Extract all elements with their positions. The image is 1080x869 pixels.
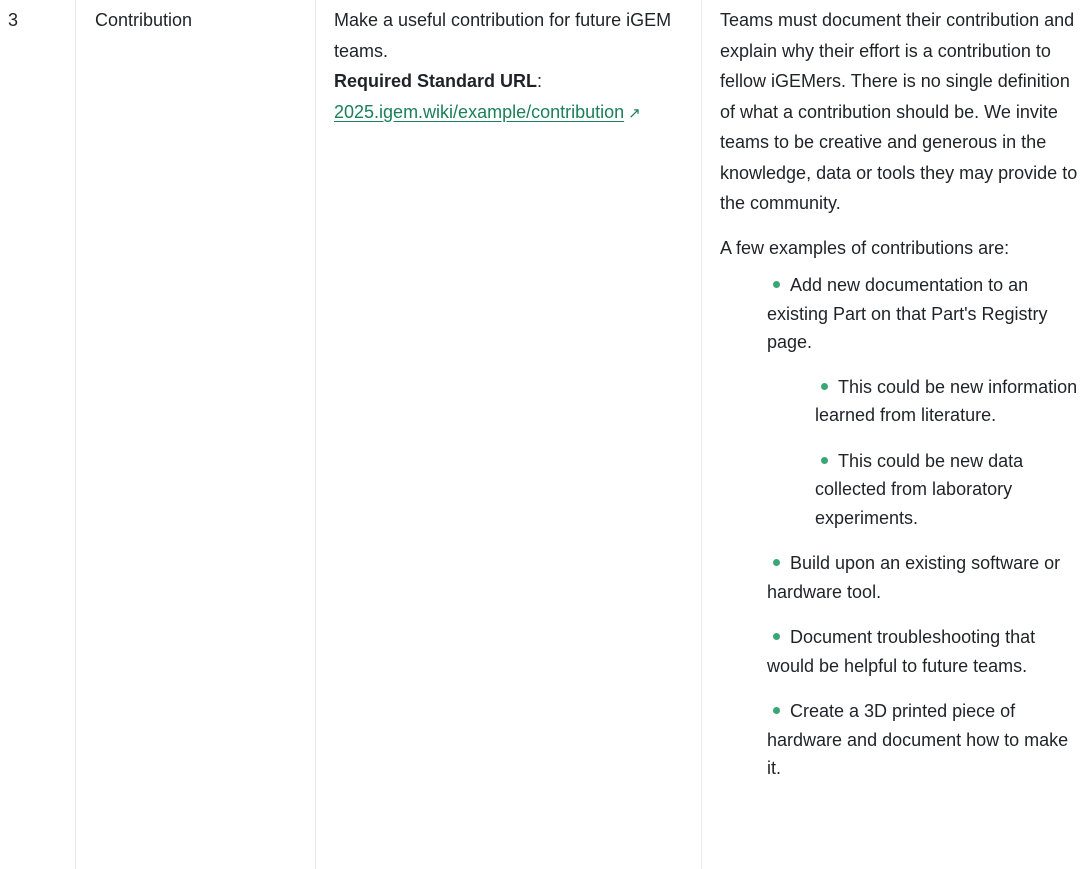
bullet-icon bbox=[773, 633, 780, 640]
list-item bbox=[767, 549, 1080, 606]
contribution-url-text[interactable]: 2025.igem.wiki/example/contribution bbox=[334, 101, 625, 122]
row-name: Contribution bbox=[95, 10, 193, 30]
examples-heading: A few examples of contributions are: bbox=[720, 237, 1010, 258]
list-item bbox=[815, 447, 1080, 533]
bullet-icon bbox=[773, 281, 780, 288]
bullet-icon bbox=[773, 559, 780, 566]
list-item-text: This could be new information learned from literature. bbox=[815, 376, 1078, 425]
list-item-text: Document troubleshooting that would be helpful to future teams. bbox=[767, 627, 1036, 676]
list-item bbox=[767, 271, 1080, 532]
list-item bbox=[767, 623, 1080, 680]
list-item-text: Build upon an existing software or hardware tool. bbox=[767, 553, 1061, 602]
row-number: 3 bbox=[8, 10, 19, 30]
external-link-icon[interactable]: ↗ bbox=[628, 104, 641, 122]
row-name-cell bbox=[76, 0, 316, 869]
description-text: Make a useful contribution for future iGEM teams. bbox=[334, 10, 672, 61]
sub-examples-list bbox=[815, 373, 1080, 533]
requirements-cell bbox=[702, 0, 1080, 869]
bullet-icon bbox=[821, 457, 828, 464]
contribution-url-link[interactable] bbox=[334, 97, 689, 130]
list-item bbox=[767, 697, 1080, 783]
list-item bbox=[815, 373, 1080, 430]
required-url-colon: : bbox=[537, 71, 543, 91]
bullet-icon bbox=[821, 383, 828, 390]
description-cell bbox=[316, 0, 702, 869]
required-url-label: Required Standard URL bbox=[334, 71, 538, 91]
examples-list bbox=[767, 271, 1080, 783]
requirements-intro: Teams must document their contribution and explain why their effort is a contribution to fellow iGEMers. There is no single definition of what a contribution should be. We invite teams to be creative and generous in the knowledge, data or tools they may provide to the community. bbox=[720, 10, 1078, 213]
list-item-text: Create a 3D printed piece of hardware and document how to make it. bbox=[767, 701, 1069, 778]
row-number-cell bbox=[0, 0, 76, 869]
list-item-text: This could be new data collected from laboratory experiments. bbox=[815, 450, 1024, 528]
required-url-label-line bbox=[334, 66, 689, 97]
list-item-text: Add new documentation to an existing Part on that Part's Registry page. bbox=[767, 275, 1048, 352]
bullet-icon bbox=[773, 707, 780, 714]
